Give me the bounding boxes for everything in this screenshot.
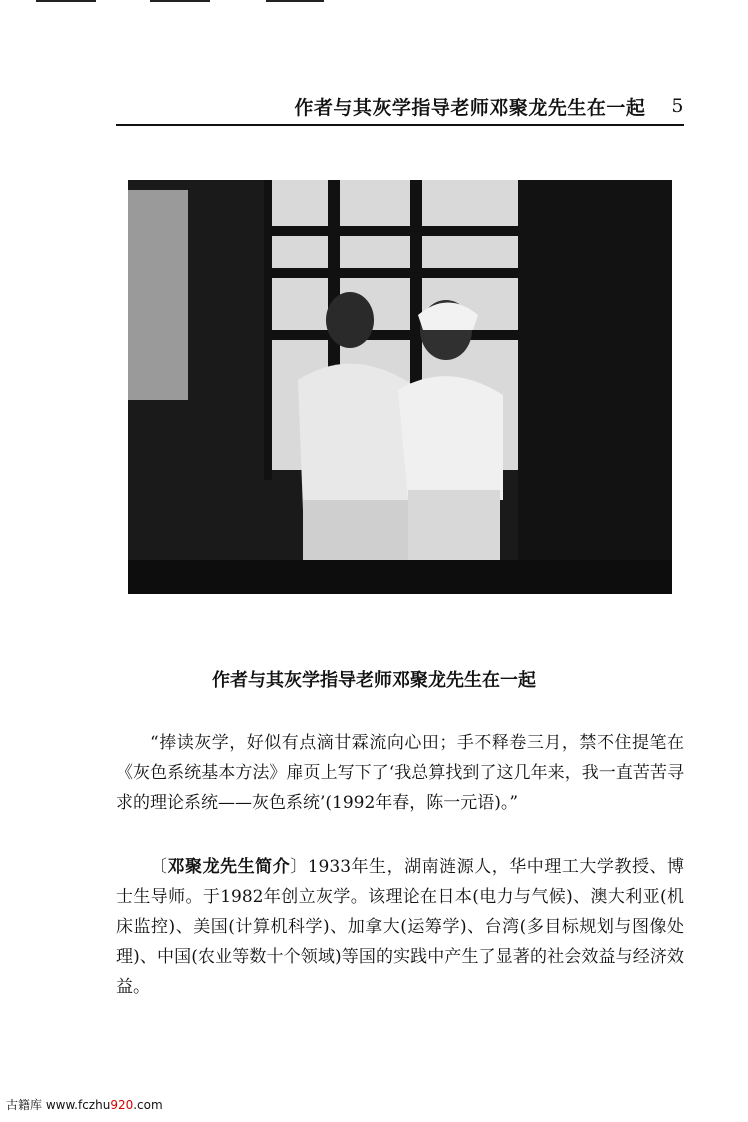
page-number: 5 [671,95,684,117]
running-header-title: 作者与其灰学指导老师邓聚龙先生在一起 [294,96,646,119]
top-rule-2 [150,0,210,2]
top-rule-3 [266,0,324,2]
bio-text: 〕1933年生，湖南涟源人，华中理工大学教授、博士生导师。于1982年创立灰学。该理论在日本(电力与气候)、澳大利亚(机床监控)、美国(计算机科学)、加拿大(运筹学)、台湾(多目标规划与图像处理)、中国(农业等数十个领域)等国的实践中产生了显著的社会效益与经济效益。 [116,857,685,997]
footer-watermark [6,1096,163,1113]
footer-site-name: 古籍库 www.fczhu [6,1098,111,1112]
quote-paragraph: “捧读灰学，好似有点滴甘霖流向心田；手不释卷三月，禁不住提笔在《灰色系统基本方法》扉页上写下了‘我总算找到了这几年来，我一直苦苦寻求的理论系统——灰色系统’(1992年春，陈一元语)。” [116,733,684,813]
top-rule-1 [36,0,96,2]
bio-open-bracket: 〔 [150,857,168,877]
photograph-image [128,180,672,594]
footer-site-number: 920 [110,1098,134,1112]
photo-caption: 作者与其灰学指导老师邓聚龙先生在一起 [212,670,536,691]
bio-label: 邓聚龙先生简介 [167,857,291,877]
header-rule [116,124,684,126]
bio-paragraph [116,852,684,1002]
footer-site-suffix: .com [133,1098,163,1112]
running-header [116,92,684,120]
photograph [128,180,672,594]
